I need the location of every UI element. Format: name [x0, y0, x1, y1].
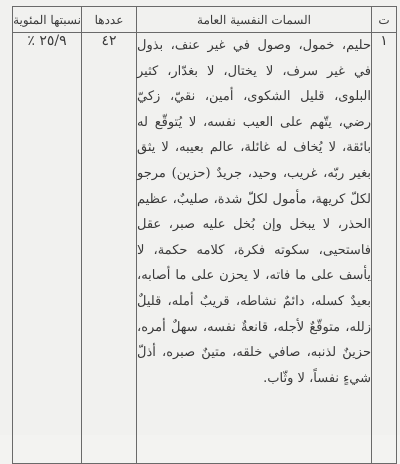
table-header-row [13, 7, 397, 33]
header-traits: السمات النفسية العامة [137, 7, 372, 33]
table-row [13, 33, 397, 464]
row-number: ١ [372, 33, 397, 464]
row-percent: ٢٥/٩ ٪ [13, 33, 82, 464]
row-traits-text: حليم، خمول، وصول في غير عنف، بذول في غير سرف، لا يختال، لا بغدّار، كثير البلوى، قليل الشكوى، أمين، نقيّ، زكيّ رضي، يتّهم على العيب نفسه، لا يُتوقّع له بائقة، لا يُخاف له غائلة، عالم بعيبه، لا يثق بغير ربّه، غريب، وحيد، جريدٌ (حزين) مرجو لكلّ كريهة، مأمول لكلّ شدة، صليبٌ، عظيم الحذر، لا يبخل وإن بُخل عليه صبر، عقل فاستحيى، سكوته فكرة، كلامه حكمة، لا يأسف على ما فاته، لا يحزن على ما أصابه، بعيدٌ كسله، دائمٌ نشاطه، قريبٌ أمله، قليلٌ زلله، متوقّعٌ لأجله، قانعةٌ نفسه، سهلٌ أمره، حزينٌ لذنبه، صافي خلقه، متينٌ صبره، أذلّ شيءٍ نفساً، لا وثّاب. [137, 38, 371, 386]
traits-table [12, 6, 397, 464]
row-traits-cell [137, 33, 372, 464]
row-count: ٤٢ [82, 33, 137, 464]
header-count: عددها [82, 7, 137, 33]
header-number: ت [372, 7, 397, 33]
header-percent: نسبتها المئوية [13, 7, 82, 33]
